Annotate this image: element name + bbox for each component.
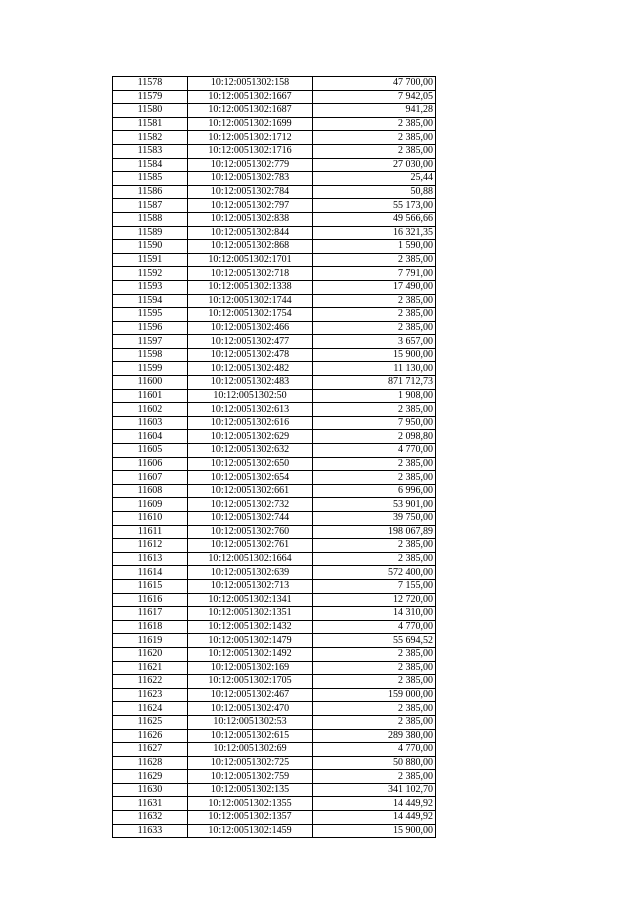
cadastral-number-cell: 10:12:0051302:1357	[188, 811, 313, 825]
cadastral-number-cell: 10:12:0051302:615	[188, 729, 313, 743]
cadastral-number-cell: 10:12:0051302:1479	[188, 634, 313, 648]
row-number-cell: 11595	[113, 308, 188, 322]
value-amount-cell: 941,28	[313, 104, 436, 118]
row-number-cell: 11620	[113, 647, 188, 661]
cadastral-number-cell: 10:12:0051302:466	[188, 321, 313, 335]
table-row	[113, 172, 436, 186]
row-number-cell: 11578	[113, 77, 188, 91]
cadastral-number-cell: 10:12:0051302:483	[188, 376, 313, 390]
row-number-cell: 11579	[113, 90, 188, 104]
row-number-cell: 11592	[113, 267, 188, 281]
cadastral-number-cell: 10:12:0051302:650	[188, 457, 313, 471]
value-amount-cell: 4 770,00	[313, 743, 436, 757]
row-number-cell: 11610	[113, 512, 188, 526]
value-amount-cell: 198 067,89	[313, 525, 436, 539]
cadastral-number-cell: 10:12:0051302:760	[188, 525, 313, 539]
cadastral-number-cell: 10:12:0051302:783	[188, 172, 313, 186]
cadastral-number-cell: 10:12:0051302:1712	[188, 131, 313, 145]
cadastral-number-cell: 10:12:0051302:661	[188, 484, 313, 498]
row-number-cell: 11631	[113, 797, 188, 811]
table-row	[113, 280, 436, 294]
value-amount-cell: 2 385,00	[313, 661, 436, 675]
cadastral-number-cell: 10:12:0051302:478	[188, 348, 313, 362]
value-amount-cell: 55 173,00	[313, 199, 436, 213]
row-number-cell: 11590	[113, 240, 188, 254]
value-amount-cell: 55 694,52	[313, 634, 436, 648]
cadastral-number-cell: 10:12:0051302:1341	[188, 593, 313, 607]
table-row	[113, 131, 436, 145]
cadastral-number-cell: 10:12:0051302:868	[188, 240, 313, 254]
value-amount-cell: 2 385,00	[313, 294, 436, 308]
row-number-cell: 11605	[113, 444, 188, 458]
value-amount-cell: 2 385,00	[313, 770, 436, 784]
cadastral-number-cell: 10:12:0051302:844	[188, 226, 313, 240]
row-number-cell: 11627	[113, 743, 188, 757]
row-number-cell: 11625	[113, 715, 188, 729]
row-number-cell: 11598	[113, 348, 188, 362]
row-number-cell: 11587	[113, 199, 188, 213]
value-amount-cell: 12 720,00	[313, 593, 436, 607]
cadastral-number-cell: 10:12:0051302:725	[188, 756, 313, 770]
row-number-cell: 11582	[113, 131, 188, 145]
table-row	[113, 512, 436, 526]
table-row	[113, 484, 436, 498]
table-row	[113, 376, 436, 390]
value-amount-cell: 2 385,00	[313, 675, 436, 689]
row-number-cell: 11606	[113, 457, 188, 471]
table-row	[113, 457, 436, 471]
cadastral-number-cell: 10:12:0051302:53	[188, 715, 313, 729]
value-amount-cell: 2 385,00	[313, 131, 436, 145]
row-number-cell: 11618	[113, 620, 188, 634]
table-row	[113, 579, 436, 593]
row-number-cell: 11583	[113, 144, 188, 158]
row-number-cell: 11623	[113, 688, 188, 702]
value-amount-cell: 7 950,00	[313, 416, 436, 430]
cadastral-number-cell: 10:12:0051302:69	[188, 743, 313, 757]
table-row	[113, 715, 436, 729]
table-row	[113, 253, 436, 267]
table-row	[113, 117, 436, 131]
value-amount-cell: 2 385,00	[313, 552, 436, 566]
table-row	[113, 824, 436, 838]
value-amount-cell: 14 449,92	[313, 811, 436, 825]
value-amount-cell: 11 130,00	[313, 362, 436, 376]
row-number-cell: 11594	[113, 294, 188, 308]
table-row	[113, 756, 436, 770]
value-amount-cell: 50 880,00	[313, 756, 436, 770]
cadastral-number-cell: 10:12:0051302:632	[188, 444, 313, 458]
row-number-cell: 11611	[113, 525, 188, 539]
value-amount-cell: 49 566,66	[313, 212, 436, 226]
table-row	[113, 593, 436, 607]
table-row	[113, 389, 436, 403]
table-row	[113, 308, 436, 322]
value-amount-cell: 50,88	[313, 185, 436, 199]
row-number-cell: 11615	[113, 579, 188, 593]
value-amount-cell: 2 385,00	[313, 144, 436, 158]
table-row	[113, 294, 436, 308]
table-row	[113, 444, 436, 458]
cadastral-number-cell: 10:12:0051302:135	[188, 783, 313, 797]
cadastral-value-table	[112, 76, 436, 838]
row-number-cell: 11580	[113, 104, 188, 118]
cadastral-number-cell: 10:12:0051302:639	[188, 566, 313, 580]
table-body	[113, 77, 436, 838]
cadastral-number-cell: 10:12:0051302:1459	[188, 824, 313, 838]
table-row	[113, 240, 436, 254]
value-amount-cell: 2 385,00	[313, 403, 436, 417]
cadastral-number-cell: 10:12:0051302:1744	[188, 294, 313, 308]
value-amount-cell: 53 901,00	[313, 498, 436, 512]
value-amount-cell: 27 030,00	[313, 158, 436, 172]
cadastral-number-cell: 10:12:0051302:470	[188, 702, 313, 716]
cadastral-number-cell: 10:12:0051302:1667	[188, 90, 313, 104]
cadastral-number-cell: 10:12:0051302:169	[188, 661, 313, 675]
table-row	[113, 539, 436, 553]
cadastral-number-cell: 10:12:0051302:616	[188, 416, 313, 430]
cadastral-number-cell: 10:12:0051302:1754	[188, 308, 313, 322]
value-amount-cell: 7 155,00	[313, 579, 436, 593]
value-amount-cell: 15 900,00	[313, 824, 436, 838]
cadastral-number-cell: 10:12:0051302:477	[188, 335, 313, 349]
value-amount-cell: 871 712,73	[313, 376, 436, 390]
cadastral-number-cell: 10:12:0051302:158	[188, 77, 313, 91]
cadastral-number-cell: 10:12:0051302:838	[188, 212, 313, 226]
row-number-cell: 11632	[113, 811, 188, 825]
table-row	[113, 158, 436, 172]
row-number-cell: 11586	[113, 185, 188, 199]
row-number-cell: 11628	[113, 756, 188, 770]
table-row	[113, 797, 436, 811]
row-number-cell: 11600	[113, 376, 188, 390]
cadastral-number-cell: 10:12:0051302:50	[188, 389, 313, 403]
table-row	[113, 743, 436, 757]
table-row	[113, 552, 436, 566]
cadastral-number-cell: 10:12:0051302:784	[188, 185, 313, 199]
value-amount-cell: 2 385,00	[313, 647, 436, 661]
cadastral-number-cell: 10:12:0051302:629	[188, 430, 313, 444]
table-row	[113, 348, 436, 362]
value-amount-cell: 289 380,00	[313, 729, 436, 743]
table-row	[113, 620, 436, 634]
cadastral-number-cell: 10:12:0051302:1705	[188, 675, 313, 689]
row-number-cell: 11617	[113, 607, 188, 621]
row-number-cell: 11589	[113, 226, 188, 240]
cadastral-number-cell: 10:12:0051302:1432	[188, 620, 313, 634]
row-number-cell: 11597	[113, 335, 188, 349]
table-row	[113, 688, 436, 702]
row-number-cell: 11619	[113, 634, 188, 648]
cadastral-number-cell: 10:12:0051302:1687	[188, 104, 313, 118]
row-number-cell: 11584	[113, 158, 188, 172]
value-amount-cell: 2 385,00	[313, 702, 436, 716]
table-row	[113, 675, 436, 689]
table-row	[113, 811, 436, 825]
table-row	[113, 566, 436, 580]
table-row	[113, 403, 436, 417]
value-amount-cell: 4 770,00	[313, 444, 436, 458]
row-number-cell: 11599	[113, 362, 188, 376]
table-row	[113, 498, 436, 512]
row-number-cell: 11626	[113, 729, 188, 743]
cadastral-number-cell: 10:12:0051302:718	[188, 267, 313, 281]
table-row	[113, 729, 436, 743]
table-row	[113, 661, 436, 675]
value-amount-cell: 14 449,92	[313, 797, 436, 811]
table-row	[113, 144, 436, 158]
row-number-cell: 11621	[113, 661, 188, 675]
cadastral-number-cell: 10:12:0051302:467	[188, 688, 313, 702]
value-amount-cell: 2 098,80	[313, 430, 436, 444]
value-amount-cell: 572 400,00	[313, 566, 436, 580]
row-number-cell: 11591	[113, 253, 188, 267]
cadastral-number-cell: 10:12:0051302:1355	[188, 797, 313, 811]
table-row	[113, 321, 436, 335]
cadastral-number-cell: 10:12:0051302:482	[188, 362, 313, 376]
table-row	[113, 267, 436, 281]
table-row	[113, 783, 436, 797]
cadastral-number-cell: 10:12:0051302:713	[188, 579, 313, 593]
row-number-cell: 11602	[113, 403, 188, 417]
row-number-cell: 11612	[113, 539, 188, 553]
value-amount-cell: 2 385,00	[313, 539, 436, 553]
value-amount-cell: 14 310,00	[313, 607, 436, 621]
row-number-cell: 11629	[113, 770, 188, 784]
table-row	[113, 199, 436, 213]
value-amount-cell: 25,44	[313, 172, 436, 186]
row-number-cell: 11608	[113, 484, 188, 498]
value-amount-cell: 159 000,00	[313, 688, 436, 702]
row-number-cell: 11622	[113, 675, 188, 689]
value-amount-cell: 47 700,00	[313, 77, 436, 91]
table-row	[113, 226, 436, 240]
value-amount-cell: 341 102,70	[313, 783, 436, 797]
value-amount-cell: 16 321,35	[313, 226, 436, 240]
row-number-cell: 11603	[113, 416, 188, 430]
cadastral-number-cell: 10:12:0051302:613	[188, 403, 313, 417]
cadastral-number-cell: 10:12:0051302:654	[188, 471, 313, 485]
table-row	[113, 471, 436, 485]
table-row	[113, 335, 436, 349]
row-number-cell: 11607	[113, 471, 188, 485]
row-number-cell: 11633	[113, 824, 188, 838]
cadastral-number-cell: 10:12:0051302:732	[188, 498, 313, 512]
value-amount-cell: 39 750,00	[313, 512, 436, 526]
value-amount-cell: 7 942,05	[313, 90, 436, 104]
cadastral-number-cell: 10:12:0051302:1701	[188, 253, 313, 267]
table-row	[113, 430, 436, 444]
cadastral-number-cell: 10:12:0051302:761	[188, 539, 313, 553]
table-row	[113, 702, 436, 716]
table-row	[113, 185, 436, 199]
cadastral-number-cell: 10:12:0051302:759	[188, 770, 313, 784]
row-number-cell: 11630	[113, 783, 188, 797]
value-amount-cell: 2 385,00	[313, 715, 436, 729]
table-row	[113, 634, 436, 648]
table-row	[113, 525, 436, 539]
value-amount-cell: 1 908,00	[313, 389, 436, 403]
cadastral-number-cell: 10:12:0051302:1338	[188, 280, 313, 294]
row-number-cell: 11614	[113, 566, 188, 580]
value-amount-cell: 6 996,00	[313, 484, 436, 498]
value-amount-cell: 2 385,00	[313, 117, 436, 131]
cadastral-number-cell: 10:12:0051302:1699	[188, 117, 313, 131]
row-number-cell: 11585	[113, 172, 188, 186]
row-number-cell: 11609	[113, 498, 188, 512]
value-amount-cell: 2 385,00	[313, 308, 436, 322]
row-number-cell: 11616	[113, 593, 188, 607]
value-amount-cell: 17 490,00	[313, 280, 436, 294]
cadastral-number-cell: 10:12:0051302:1664	[188, 552, 313, 566]
value-amount-cell: 3 657,00	[313, 335, 436, 349]
cadastral-number-cell: 10:12:0051302:779	[188, 158, 313, 172]
value-amount-cell: 2 385,00	[313, 457, 436, 471]
table-row	[113, 90, 436, 104]
row-number-cell: 11624	[113, 702, 188, 716]
row-number-cell: 11588	[113, 212, 188, 226]
row-number-cell: 11581	[113, 117, 188, 131]
table-row	[113, 647, 436, 661]
table-row	[113, 416, 436, 430]
table-row	[113, 212, 436, 226]
value-amount-cell: 7 791,00	[313, 267, 436, 281]
row-number-cell: 11593	[113, 280, 188, 294]
table-row	[113, 607, 436, 621]
cadastral-number-cell: 10:12:0051302:1492	[188, 647, 313, 661]
value-amount-cell: 2 385,00	[313, 253, 436, 267]
table-row	[113, 77, 436, 91]
value-amount-cell: 2 385,00	[313, 471, 436, 485]
value-amount-cell: 15 900,00	[313, 348, 436, 362]
cadastral-number-cell: 10:12:0051302:797	[188, 199, 313, 213]
cadastral-number-cell: 10:12:0051302:744	[188, 512, 313, 526]
cadastral-number-cell: 10:12:0051302:1351	[188, 607, 313, 621]
table-row	[113, 362, 436, 376]
table-row	[113, 104, 436, 118]
value-amount-cell: 4 770,00	[313, 620, 436, 634]
value-amount-cell: 1 590,00	[313, 240, 436, 254]
row-number-cell: 11604	[113, 430, 188, 444]
value-amount-cell: 2 385,00	[313, 321, 436, 335]
row-number-cell: 11596	[113, 321, 188, 335]
row-number-cell: 11613	[113, 552, 188, 566]
cadastral-number-cell: 10:12:0051302:1716	[188, 144, 313, 158]
table-row	[113, 770, 436, 784]
row-number-cell: 11601	[113, 389, 188, 403]
